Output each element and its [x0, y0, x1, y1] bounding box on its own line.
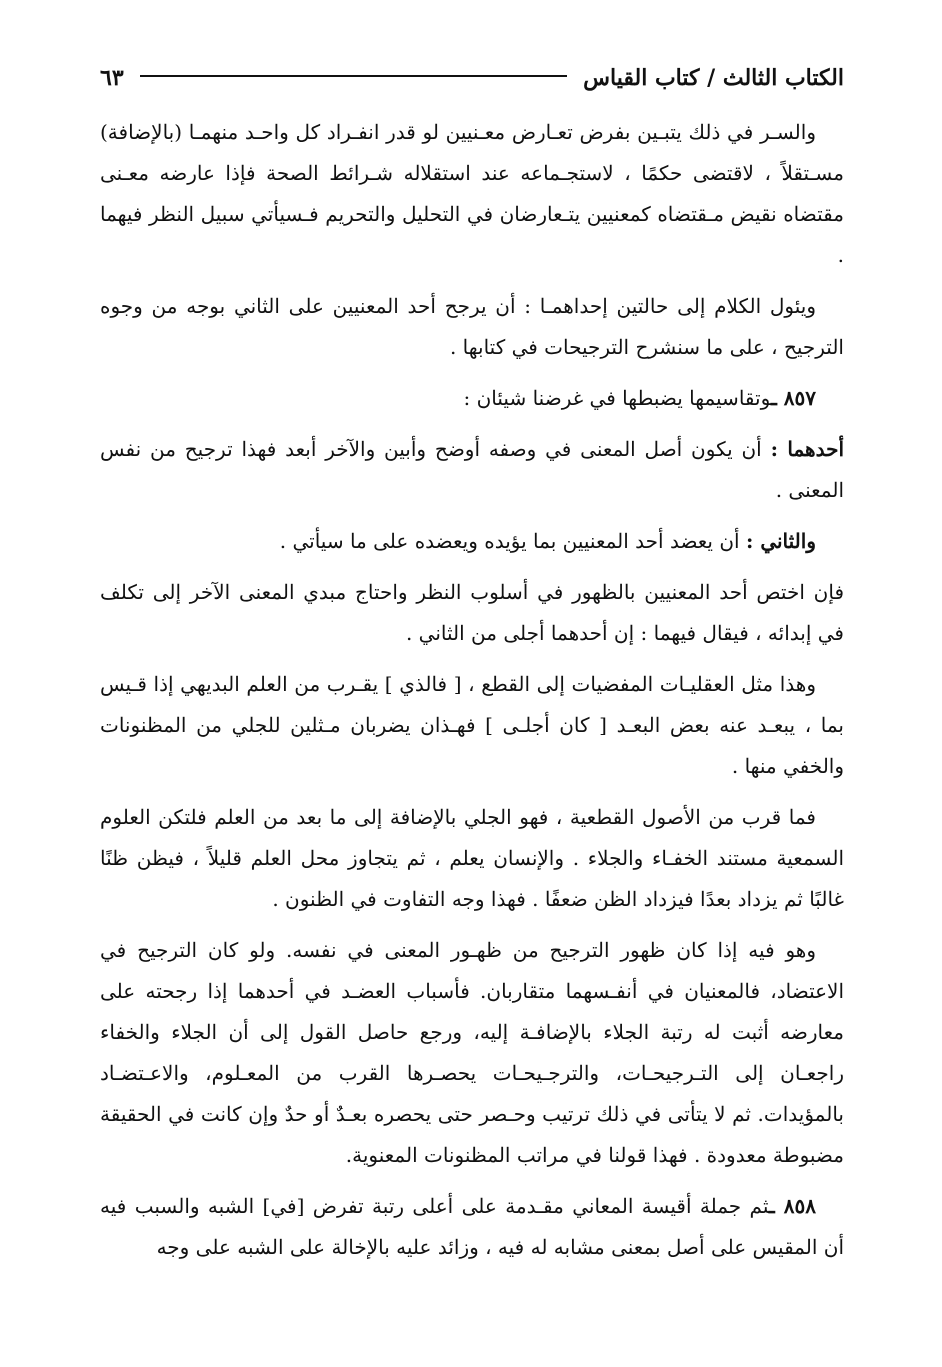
paragraph-4: [100, 429, 844, 511]
section-number: ٨٥٧ ـ: [770, 386, 816, 410]
paragraph-text: وهو فيه إذا كان ظهور الترجيح من ظهـور المعنى في نفسه. ولو كان الترجيح في الاعتضاد، فالمعنيان في أنفـسهما متقاربان. فأسباب العضـد في أحدهما إذا رجحته على معارضه أثبت له رتبة الجلاء بالإضافـة إليه، ورجع حاصل القول إلى أن الجلاء والخفاء راجعـان إلى التـرجيحـات، والترجـيحـات يحصـرها القرب من المعـلوم، والاعـتضـاد بالمؤيدات. ثم لا يتأتى في ذلك ترتيب وحـصر حتى يحصره بعـدٌ أو حدٌ وإن كانت في الحقيقة مضبوطة معدودة . فهذا قولنا في مراتب المظنونات المعنوية.: [100, 938, 844, 1167]
paragraph-text: وتقاسيمها يضبطها في غرضنا شيئان :: [463, 386, 771, 410]
paragraph-text: ويئول الكلام إلى حالتين إحداهمـا : أن يرجح أحد المعنيين على الثاني بوجه من وجوه الترجيح ، على ما سنشرح الترجيحات في كتابها .: [100, 294, 844, 359]
body-text: [100, 112, 844, 1268]
paragraph-2: [100, 286, 844, 368]
paragraph-text: فإن اختص أحد المعنيين بالظهور في أسلوب النظر واحتاج مبدي المعنى الآخر إلى تكلف في إبدائه ، فيقال فيهما : إن أحدهما أجلى من الثاني .: [100, 580, 844, 645]
paragraph-text: أن يكون أصل المعنى في وصفه أوضح وأبين والآخر أبعد فهذا ترجيح من نفس المعنى .: [100, 437, 844, 502]
paragraph-9: [100, 930, 844, 1176]
paragraph-5: [100, 521, 844, 562]
header-rule: [140, 75, 568, 77]
paragraph-6: [100, 572, 844, 654]
paragraph-term: أحدهما :: [770, 437, 845, 461]
paragraph-1: [100, 112, 844, 276]
paragraph-text: والسـر في ذلك يتبـين بفرض تعـارض معـنيين لو قدر انفـراد كل واحـد منهمـا (بالإضافة) مسـتقلاً ، لاقتضى حكمًا ، لاستجـماعه عند استقلاله شـرائط الصحة فإذا عارضه معـنى مقتضاه نقيض مـقتضاه كمعنيين يتـعارضان في التحليل والتحريم فـسيأتي سبيل النظر فيهما .: [100, 120, 844, 267]
paragraph-text: أن يعضد أحد المعنيين بما يؤيده ويعضده على ما سيأتي .: [279, 529, 740, 553]
section-number: ٨٥٨ ـ: [768, 1194, 816, 1218]
paragraph-3: [100, 378, 844, 419]
paragraph-10: [100, 1186, 844, 1268]
paragraph-text: فما قرب من الأصول القطعية ، فهو الجلي بالإضافة إلى ما بعد من العلم فلتكن العلوم السمعية مستند الخفـاء والجلاء . والإنسان يعلم ، ثم يتجاوز محل العلم قليلاً ، فيظن ظنًا غالبًا ثم يزداد بعدًا فيزداد الظن ضعفًا . فهذا وجه التفاوت في الظنون .: [100, 805, 844, 911]
chapter-title: الكتاب الثالث / كتاب القياس: [583, 65, 844, 91]
page-header: [100, 58, 844, 98]
page-number: ٦٣: [100, 65, 124, 91]
paragraph-text: ثم جملة أقيسة المعاني مقـدمة على أعلى رتبة تفرض [في] الشبه والسبب فيه أن المقيس على أصل بمعنى مشابه له فيه ، وزائد عليه بالإخالة على الشبه على وجه: [100, 1194, 844, 1259]
paragraph-8: [100, 797, 844, 920]
paragraph-term: والثاني :: [745, 529, 816, 553]
paragraph-7: [100, 664, 844, 787]
paragraph-text: وهذا مثل العقليـات المفضيات إلى القطع ، [ فالذي ] يقـرب من العلم البديهي إذا قـيس بما ، يبعـد عنه بعض البعـد [ كان أجلـى ] فهـذان يضربان مـثلين للجلي من المظنونات والخفي منها .: [100, 672, 844, 778]
